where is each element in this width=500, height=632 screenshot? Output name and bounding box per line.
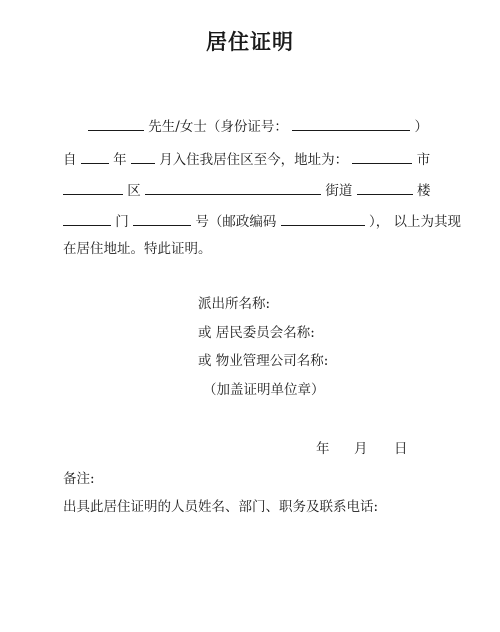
line-unit-postcode: [63, 213, 461, 231]
postcode-label: 号（邮政编码: [195, 214, 277, 230]
document-title: 居住证明: [206, 30, 294, 54]
line-move-in-date: [63, 151, 430, 169]
property-company-label: 或 物业管理公司名称:: [198, 353, 329, 369]
residents-committee-label: 或 居民委员会名称:: [198, 325, 315, 341]
building-label: 楼: [416, 183, 431, 199]
date-day-label: 日: [394, 441, 408, 457]
unit-label: 门: [115, 214, 129, 230]
date-month-label: 月: [354, 441, 368, 457]
year-label: 年: [113, 152, 127, 168]
line-name-id: [88, 118, 428, 136]
name-blank[interactable]: [88, 118, 144, 131]
street-label: 街道: [325, 183, 353, 199]
district-label: 区: [127, 183, 141, 199]
date-year-label: 年: [316, 441, 330, 457]
postcode-blank[interactable]: [281, 213, 365, 226]
line-district-street: [63, 182, 430, 200]
unit-blank[interactable]: [63, 213, 111, 226]
from-label: 自: [63, 152, 77, 168]
year-blank[interactable]: [81, 151, 109, 164]
month-blank[interactable]: [131, 151, 155, 164]
close-paren: ）: [414, 119, 428, 135]
current-address-label: ）， 以上为其现: [368, 214, 462, 230]
building-blank[interactable]: [357, 182, 413, 195]
police-station-label: 派出所名称:: [198, 296, 271, 312]
issuer-contact-label: 出具此居住证明的人员姓名、部门、职务及联系电话:: [63, 499, 379, 515]
district-blank[interactable]: [63, 182, 123, 195]
certify-statement: 在居住地址。特此证明。: [63, 241, 212, 257]
mr-ms-id-label: 先生/女士（身份证号：: [148, 119, 288, 135]
move-in-address-label: 月入住我居住区至今，地址为：: [159, 152, 349, 168]
street-blank[interactable]: [145, 182, 321, 195]
remark-label: 备注:: [63, 471, 95, 487]
city-label: 市: [416, 152, 431, 168]
seal-note: （加盖证明单位章）: [203, 382, 325, 398]
number-blank[interactable]: [133, 213, 191, 226]
city-blank[interactable]: [352, 151, 412, 164]
id-number-blank[interactable]: [292, 118, 410, 131]
